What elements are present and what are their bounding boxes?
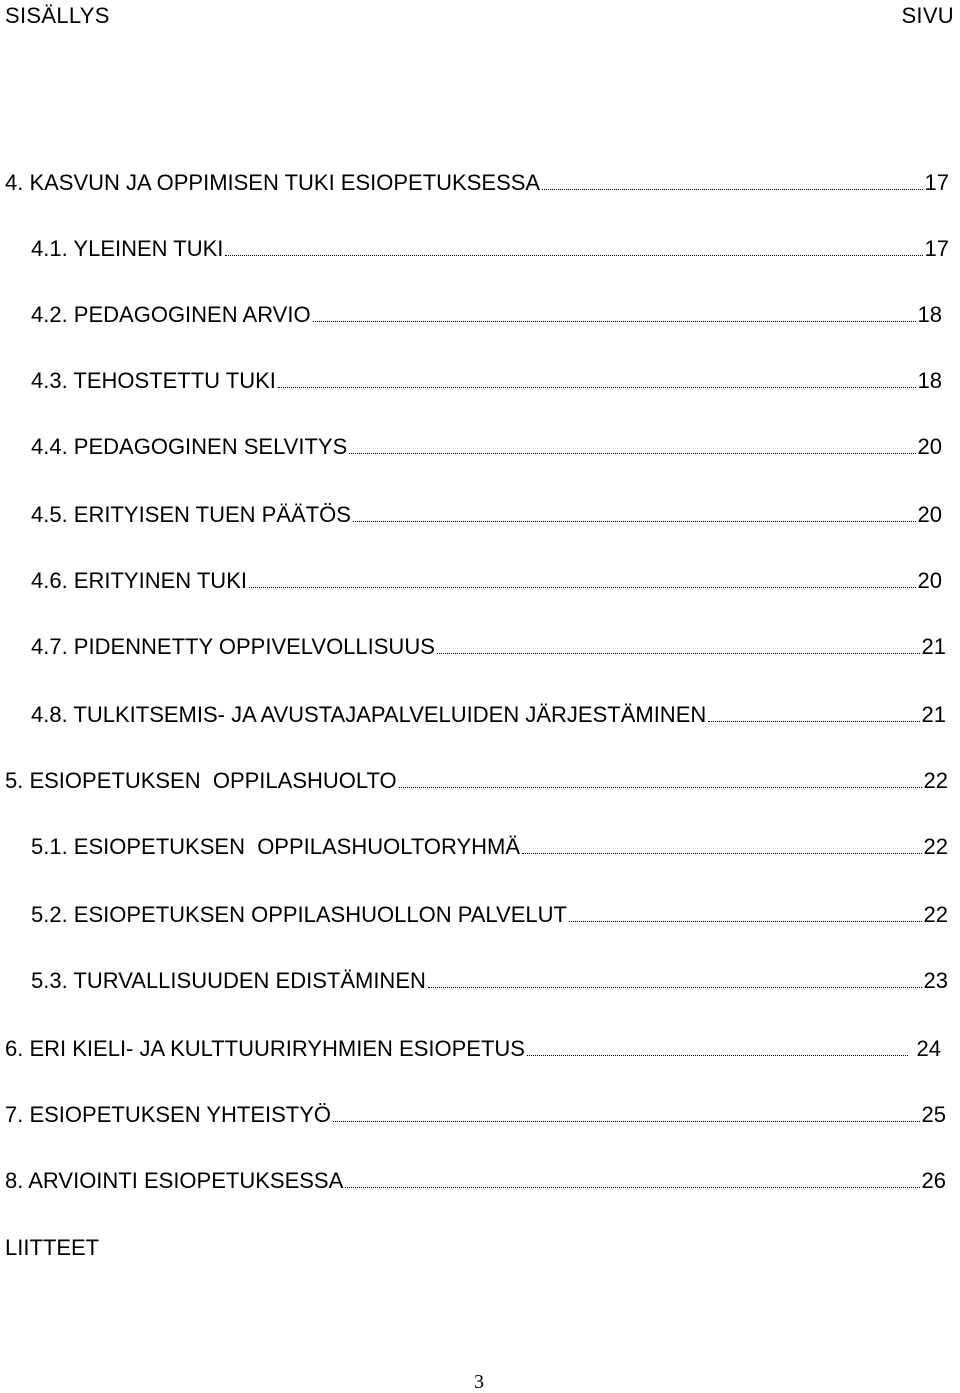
toc-entry-label: 4.4. PEDAGOGINEN SELVITYS [31,434,348,459]
toc-entry [31,568,942,594]
toc-entry [31,634,946,660]
toc-entry-page: 22 [923,902,948,927]
page-column-heading: SIVU [901,3,954,28]
toc-entry-page: 22 [923,834,948,859]
toc-dot-leader [542,189,922,190]
toc-entry [5,170,949,196]
toc-entry [31,834,948,860]
toc-dot-leader [527,1055,908,1056]
toc-entry [31,368,942,394]
toc-entry-label: 4.2. PEDAGOGINEN ARVIO [31,302,311,327]
toc-entry-page: 20 [917,568,942,593]
toc-dot-leader [569,921,922,922]
toc-dot-leader [708,721,919,722]
toc-entry-page: 17 [924,236,949,261]
toc-entry-label: 5.3. TURVALLISUUDEN EDISTÄMINEN [31,968,426,993]
toc-dot-leader [333,1121,920,1122]
toc-entry-label: 4.3. TEHOSTETTU TUKI [31,368,276,393]
contents-heading: SISÄLLYS [5,3,110,28]
toc-entry-label: 7. ESIOPETUKSEN YHTEISTYÖ [5,1102,332,1127]
toc-dot-leader [278,387,916,388]
toc-entry-label: 4.8. TULKITSEMIS- JA AVUSTAJAPALVELUIDEN JÄRJESTÄMINEN [31,702,707,727]
toc-entry-label: 8. ARVIOINTI ESIOPETUKSESSA [5,1168,344,1193]
toc-entry [5,1168,946,1194]
toc-entry [5,768,948,794]
toc-dot-leader [313,321,916,322]
page-number: 3 [474,1371,484,1393]
toc-dot-leader [428,987,922,988]
toc-entry [31,702,946,728]
toc-dot-leader [349,453,915,454]
toc-dot-leader [437,653,920,654]
toc-dot-leader [225,255,922,256]
toc-entry [31,434,942,460]
toc-entry-page: 18 [917,368,942,393]
toc-entry-label: 4.7. PIDENNETTY OPPIVELVOLLISUUS [31,634,435,659]
toc-entry-page: 26 [921,1168,946,1193]
toc-dot-leader [249,587,916,588]
toc-entry [31,968,948,994]
toc-entry-page: 25 [921,1102,946,1127]
toc-entry-label: 4.5. ERITYISEN TUEN PÄÄTÖS [31,502,351,527]
toc-entry-label: 4. KASVUN JA OPPIMISEN TUKI ESIOPETUKSESSA [5,170,541,195]
toc-dot-leader [345,1187,919,1188]
toc-entry-page: 20 [917,434,942,459]
toc-dot-leader [522,853,921,854]
toc-entry-page: 22 [923,768,948,793]
toc-entry [31,502,942,528]
toc-entry-page: 18 [917,302,942,327]
toc-entry [31,236,949,262]
toc-entry-page: 24 [910,1036,941,1061]
toc-entry-page: 21 [921,634,946,659]
toc-entry-label: 6. ERI KIELI- JA KULTTUURIRYHMIEN ESIOPETUS [5,1036,525,1061]
toc-entry [31,902,948,928]
toc-entry-page: 20 [917,502,942,527]
toc-entry-label: 4.6. ERITYINEN TUKI [31,568,247,593]
toc-entry-page: 23 [923,968,948,993]
toc-entry [5,1102,946,1128]
appendix-heading: LIITTEET [5,1235,100,1260]
toc-entry-label: 5. ESIOPETUKSEN OPPILASHUOLTO [5,768,397,793]
toc-entry-page: 21 [921,702,946,727]
toc-entry-label: 5.2. ESIOPETUKSEN OPPILASHUOLLON PALVELUT [31,902,567,927]
toc-entry-label: 4.1. YLEINEN TUKI [31,236,224,261]
toc-entry [5,1036,941,1062]
toc-dot-leader [353,521,916,522]
toc-entry-label: 5.1. ESIOPETUKSEN OPPILASHUOLTORYHMÄ [31,834,521,859]
toc-entry-page: 17 [924,170,949,195]
toc-dot-leader [399,787,922,788]
toc-entry [31,302,942,328]
